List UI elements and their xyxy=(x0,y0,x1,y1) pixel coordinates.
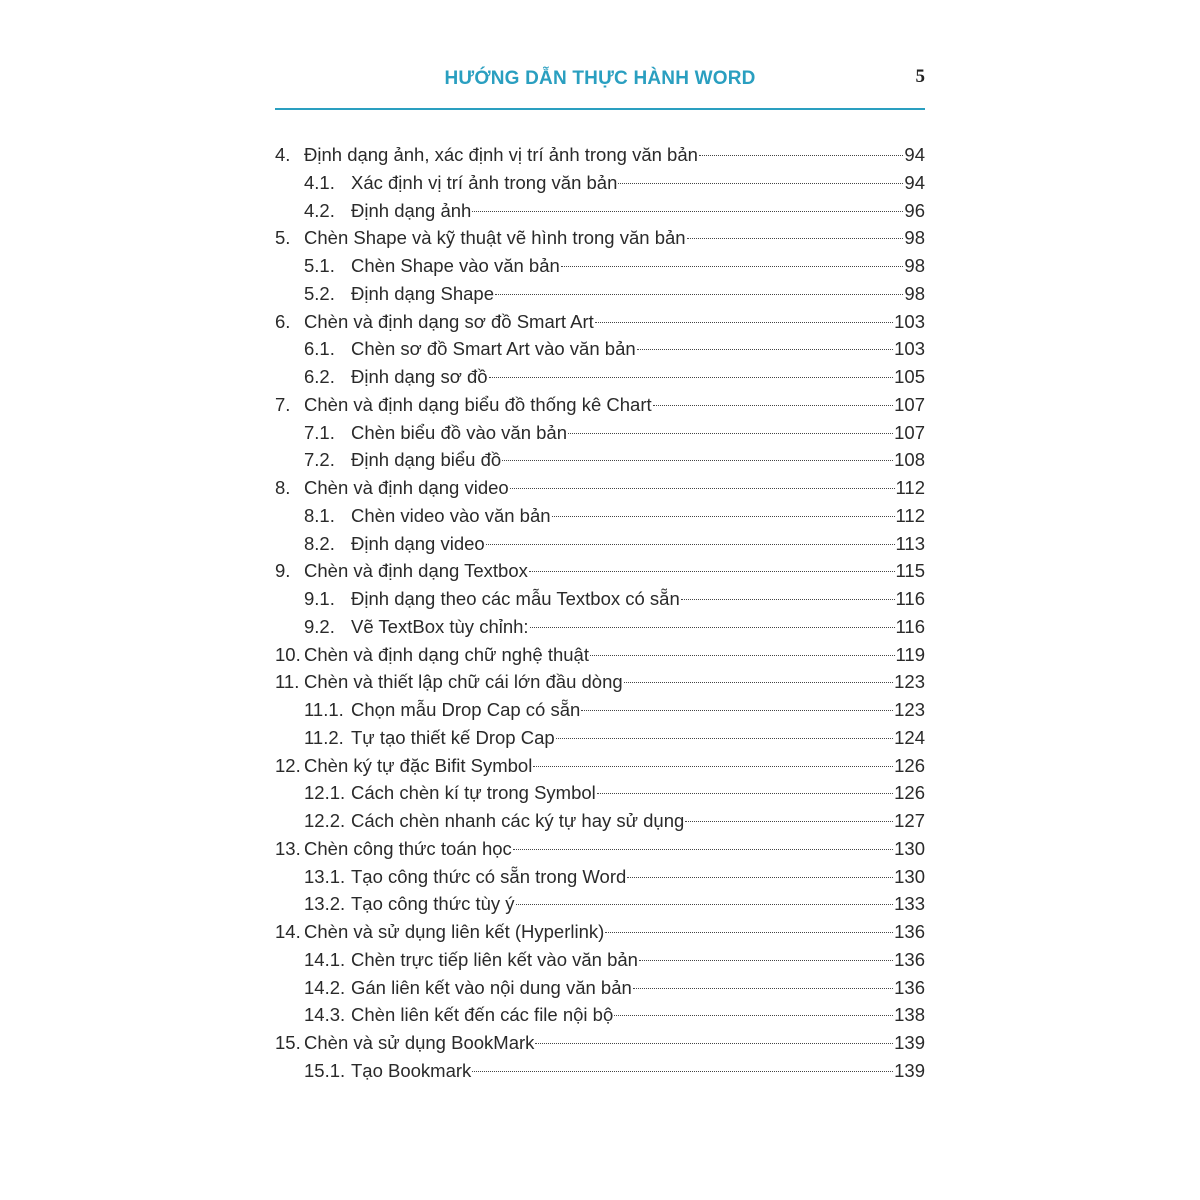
toc-entry-page: 139 xyxy=(894,1032,925,1053)
toc-entry-number: 13.1. xyxy=(304,865,346,887)
toc-entry-title: Chèn sơ đồ Smart Art vào văn bản xyxy=(351,338,636,360)
toc-entry-number: 12. xyxy=(275,754,301,776)
toc-entry-number: 7. xyxy=(275,393,291,415)
toc-entry-title: Định dạng sơ đồ xyxy=(351,366,488,387)
toc-dot-leader xyxy=(590,655,895,656)
toc-entry-title: Chèn video vào văn bản xyxy=(351,504,551,526)
toc-dot-leader xyxy=(529,571,895,572)
toc-entry-number: 7.1. xyxy=(304,421,335,443)
toc-entry[interactable] xyxy=(275,141,925,169)
toc-dot-leader xyxy=(699,155,904,156)
toc-subentry[interactable] xyxy=(275,696,925,724)
toc-dot-leader xyxy=(513,849,893,850)
toc-entry-number: 14.3. xyxy=(304,1004,346,1026)
toc-dot-leader xyxy=(614,1015,893,1016)
toc-entry-title: Cách chèn nhanh các ký tự hay sử dụng xyxy=(351,810,685,831)
toc-subentry[interactable] xyxy=(275,1001,925,1029)
toc-entry[interactable] xyxy=(275,391,925,419)
toc-subentry[interactable] xyxy=(275,363,925,391)
toc-subentry[interactable] xyxy=(275,946,925,974)
toc-entry-page: 108 xyxy=(894,449,925,471)
toc-dot-leader xyxy=(637,349,893,350)
toc-entry-page: 133 xyxy=(894,893,925,915)
toc-entry-title: Định dạng biểu đồ xyxy=(351,449,502,471)
toc-dot-leader xyxy=(627,877,893,878)
toc-entry-number: 6.1. xyxy=(304,338,335,360)
toc-entry-number: 5. xyxy=(275,227,291,249)
toc-dot-leader xyxy=(639,960,893,961)
toc-entry-page: 119 xyxy=(895,643,925,665)
toc-dot-leader xyxy=(472,211,903,212)
toc-entry-number: 8.2. xyxy=(304,532,335,554)
toc-entry-page: 124 xyxy=(894,726,925,748)
toc-entry-number: 9. xyxy=(275,560,291,582)
toc-entry-title: Chọn mẫu Drop Cap có sẵn xyxy=(351,699,581,720)
toc-entry[interactable] xyxy=(275,668,925,696)
toc-entry-page: 116 xyxy=(895,615,925,637)
toc-subentry[interactable] xyxy=(275,890,925,918)
toc-entry-title: Chèn biểu đồ vào văn bản xyxy=(351,421,568,443)
toc-entry-page: 96 xyxy=(904,199,925,221)
toc-entry-title: Chèn công thức toán học xyxy=(304,837,512,859)
toc-entry-page: 136 xyxy=(894,976,925,998)
toc-subentry[interactable] xyxy=(275,779,925,807)
toc-dot-leader xyxy=(502,460,893,461)
toc-entry-number: 8.1. xyxy=(304,504,335,526)
toc-dot-leader xyxy=(687,238,904,239)
toc-entry-number: 15.1. xyxy=(304,1059,346,1081)
toc-entry-page: 136 xyxy=(894,948,925,970)
header-divider xyxy=(275,108,925,110)
toc-entry-number: 13. xyxy=(275,837,301,859)
toc-dot-leader xyxy=(533,766,893,767)
toc-dot-leader xyxy=(618,183,903,184)
toc-entry-title: Chèn và định dạng sơ đồ Smart Art xyxy=(304,310,594,332)
table-of-contents xyxy=(275,141,925,1085)
toc-entry-title: Tạo Bookmark xyxy=(351,1059,472,1081)
toc-entry-title: Chèn và sử dụng liên kết (Hyperlink) xyxy=(304,921,605,942)
toc-dot-leader xyxy=(495,294,903,295)
toc-entry[interactable] xyxy=(275,1029,925,1057)
toc-entry-page: 103 xyxy=(894,310,925,332)
toc-entry-number: 6. xyxy=(275,310,291,332)
toc-subentry[interactable] xyxy=(275,169,925,197)
toc-entry-number: 12.1. xyxy=(304,782,346,804)
toc-dot-leader xyxy=(624,682,893,683)
toc-entry-title: Định dạng theo các mẫu Textbox có sẵn xyxy=(351,588,680,609)
toc-dot-leader xyxy=(595,322,893,323)
toc-entry-title: Tự tạo thiết kế Drop Cap xyxy=(351,726,555,748)
toc-entry-title: Định dạng video xyxy=(351,532,485,554)
toc-entry-page: 127 xyxy=(894,810,925,831)
toc-entry[interactable] xyxy=(275,752,925,780)
toc-entry-page: 98 xyxy=(904,227,925,249)
toc-entry-number: 9.1. xyxy=(304,588,335,609)
toc-entry-page: 130 xyxy=(894,837,925,859)
toc-entry-page: 94 xyxy=(904,171,925,193)
toc-entry-number: 5.1. xyxy=(304,255,335,276)
toc-entry-title: Gán liên kết vào nội dung văn bản xyxy=(351,976,632,998)
toc-entry-title: Chèn và định dạng chữ nghệ thuật xyxy=(304,643,589,665)
toc-entry-number: 7.2. xyxy=(304,449,335,471)
toc-dot-leader xyxy=(472,1071,893,1072)
toc-entry-page: 138 xyxy=(894,1004,925,1026)
toc-entry-number: 5.2. xyxy=(304,282,335,304)
toc-entry-page: 107 xyxy=(894,393,925,415)
toc-entry-number: 10. xyxy=(275,643,301,665)
toc-entry[interactable] xyxy=(275,641,925,669)
toc-entry-title: Cách chèn kí tự trong Symbol xyxy=(351,782,596,804)
toc-entry-number: 14.1. xyxy=(304,948,346,970)
toc-dot-leader xyxy=(530,627,895,628)
toc-entry-page: 126 xyxy=(894,782,925,804)
toc-subentry[interactable] xyxy=(275,252,925,280)
toc-entry-number: 14. xyxy=(275,921,301,942)
toc-entry-page: 123 xyxy=(894,671,925,693)
toc-entry-title: Chèn trực tiếp liên kết vào văn bản xyxy=(351,948,638,970)
toc-entry-number: 11.2. xyxy=(304,726,344,748)
toc-dot-leader xyxy=(561,266,904,267)
toc-entry[interactable] xyxy=(275,224,925,252)
toc-dot-leader xyxy=(681,599,895,600)
toc-entry-number: 9.2. xyxy=(304,615,335,637)
toc-entry-number: 8. xyxy=(275,477,291,498)
toc-entry-number: 15. xyxy=(275,1032,301,1053)
toc-entry-page: 112 xyxy=(895,477,925,498)
toc-dot-leader xyxy=(510,488,895,489)
toc-entry-title: Định dạng Shape xyxy=(351,282,494,304)
toc-subentry[interactable] xyxy=(275,502,925,530)
toc-subentry[interactable] xyxy=(275,807,925,835)
toc-dot-leader xyxy=(535,1043,893,1044)
toc-entry-title: Chèn liên kết đến các file nội bộ xyxy=(351,1004,614,1026)
toc-subentry[interactable] xyxy=(275,197,925,225)
toc-dot-leader xyxy=(516,904,894,905)
toc-subentry[interactable] xyxy=(275,1057,925,1085)
toc-entry-page: 136 xyxy=(894,921,925,942)
toc-entry-page: 98 xyxy=(904,282,925,304)
toc-entry-page: 116 xyxy=(895,588,925,609)
toc-entry-title: Xác định vị trí ảnh trong văn bản xyxy=(351,171,618,193)
toc-entry-page: 112 xyxy=(895,504,925,526)
toc-entry-number: 4.1. xyxy=(304,171,335,193)
toc-subentry[interactable] xyxy=(275,724,925,752)
toc-entry[interactable] xyxy=(275,474,925,502)
toc-entry-number: 4. xyxy=(275,144,291,165)
toc-entry[interactable] xyxy=(275,557,925,585)
toc-dot-leader xyxy=(597,793,893,794)
toc-dot-leader xyxy=(605,932,893,933)
toc-entry-number: 11.1. xyxy=(304,699,344,720)
toc-dot-leader xyxy=(581,710,893,711)
toc-entry-title: Chèn và thiết lập chữ cái lớn đầu dòng xyxy=(304,671,623,693)
toc-entry-page: 105 xyxy=(894,366,925,387)
toc-dot-leader xyxy=(685,821,893,822)
toc-subentry[interactable] xyxy=(275,585,925,613)
toc-entry-page: 103 xyxy=(894,338,925,360)
toc-dot-leader xyxy=(653,405,893,406)
toc-entry-title: Chèn và định dạng Textbox xyxy=(304,560,528,582)
toc-entry-number: 13.2. xyxy=(304,893,346,915)
toc-entry-number: 12.2. xyxy=(304,810,346,831)
toc-dot-leader xyxy=(568,433,893,434)
toc-entry-title: Chèn Shape vào văn bản xyxy=(351,255,560,276)
toc-subentry[interactable] xyxy=(275,280,925,308)
toc-entry-page: 94 xyxy=(904,144,925,165)
toc-dot-leader xyxy=(489,377,894,378)
toc-entry-title: Chèn ký tự đặc Bifit Symbol xyxy=(304,754,533,776)
toc-entry-page: 113 xyxy=(895,532,925,554)
toc-entry-number: 11. xyxy=(275,671,300,693)
toc-entry-title: Định dạng ảnh, xác định vị trí ảnh trong văn bản xyxy=(304,144,698,165)
toc-entry-title: Tạo công thức có sẵn trong Word xyxy=(351,865,627,887)
toc-subentry[interactable] xyxy=(275,419,925,447)
toc-dot-leader xyxy=(552,516,895,517)
toc-subentry[interactable] xyxy=(275,974,925,1002)
toc-dot-leader xyxy=(633,988,893,989)
toc-subentry[interactable] xyxy=(275,530,925,558)
toc-entry[interactable] xyxy=(275,835,925,863)
toc-entry-number: 6.2. xyxy=(304,366,335,387)
toc-entry-title: Định dạng ảnh xyxy=(351,199,472,221)
toc-entry-page: 130 xyxy=(894,865,925,887)
toc-subentry[interactable] xyxy=(275,613,925,641)
toc-entry-number: 4.2. xyxy=(304,199,335,221)
toc-entry-title: Tạo công thức tùy ý xyxy=(351,893,515,915)
toc-subentry[interactable] xyxy=(275,863,925,891)
toc-entry-title: Chèn và định dạng video xyxy=(304,477,509,498)
toc-entry-page: 139 xyxy=(894,1059,925,1081)
page-number: 5 xyxy=(915,66,925,87)
toc-entry-page: 98 xyxy=(904,255,925,276)
toc-subentry[interactable] xyxy=(275,446,925,474)
toc-entry-page: 115 xyxy=(895,560,925,582)
toc-entry-page: 107 xyxy=(894,421,925,443)
toc-entry-title: Vẽ TextBox tùy chỉnh: xyxy=(351,615,529,637)
header-title: HƯỚNG DẪN THỰC HÀNH WORD xyxy=(444,68,756,89)
toc-entry-title: Chèn và sử dụng BookMark xyxy=(304,1032,535,1053)
toc-dot-leader xyxy=(486,544,895,545)
toc-entry-number: 14.2. xyxy=(304,976,346,998)
toc-entry-page: 123 xyxy=(894,699,925,720)
running-header xyxy=(275,62,925,102)
toc-dot-leader xyxy=(556,738,893,739)
toc-entry-title: Chèn và định dạng biểu đồ thống kê Chart xyxy=(304,393,652,415)
toc-entry-page: 126 xyxy=(894,754,925,776)
toc-entry[interactable] xyxy=(275,308,925,336)
toc-subentry[interactable] xyxy=(275,335,925,363)
toc-entry-title: Chèn Shape và kỹ thuật vẽ hình trong văn bản xyxy=(304,227,686,249)
toc-entry[interactable] xyxy=(275,918,925,946)
